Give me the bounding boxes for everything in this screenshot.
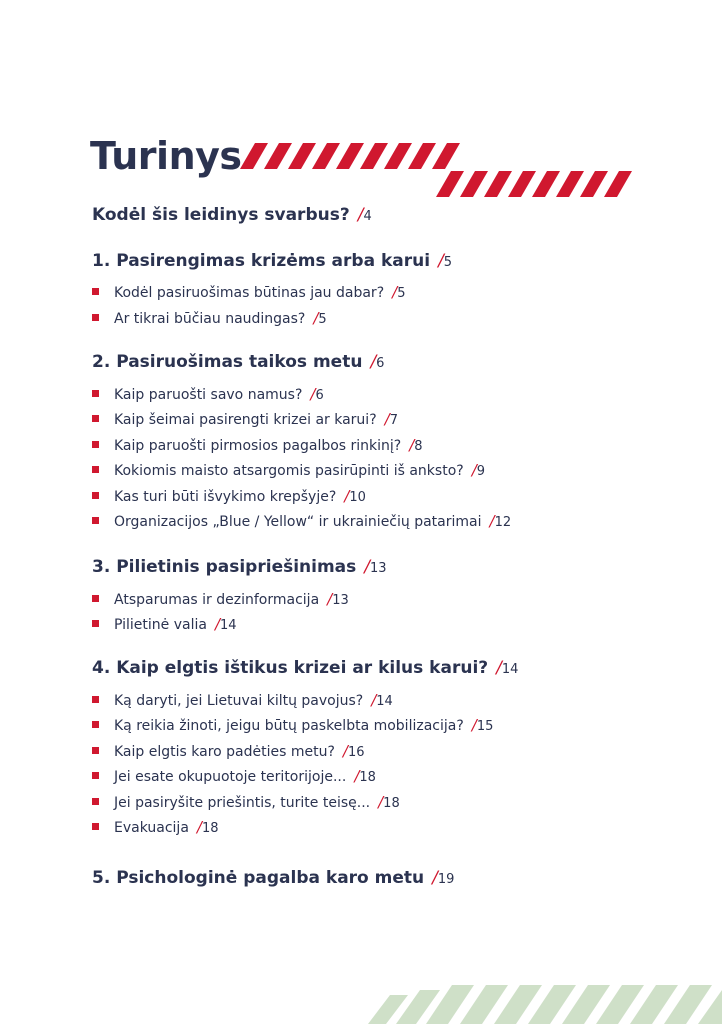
toc-heading-label: Kodėl šis leidinys svarbus?	[92, 205, 350, 225]
slash-icon: /	[354, 767, 360, 785]
slash-icon: /	[392, 283, 398, 301]
toc-item-label: Evakuacija	[114, 820, 189, 836]
toc-item-label: Atsparumas ir dezinformacija	[114, 592, 320, 608]
slash-icon: /	[438, 251, 444, 271]
toc-item-label: Kaip paruošti pirmosios pagalbos rinkinį?	[114, 438, 402, 454]
toc-heading-label: 4. Kaip elgtis ištikus krizei ar kilus karui?	[92, 658, 489, 678]
toc-item-label: Ką reikia žinoti, jeigu būtų paskelbta mobilizacija?	[114, 718, 464, 734]
toc-page-number: 18	[383, 796, 400, 811]
toc-page-number: 13	[332, 593, 349, 608]
toc-heading-label: 5. Psichologinė pagalba karo metu	[92, 868, 425, 888]
slash-icon: /	[489, 512, 495, 530]
toc-page-number: 5	[443, 255, 453, 270]
toc-page-number: 9	[476, 464, 486, 479]
toc-page-number: 8	[414, 439, 423, 454]
toc-item-label: Ką daryti, jei Lietuvai kiltų pavojus?	[114, 693, 364, 709]
slash-icon: /	[471, 461, 477, 479]
slash-icon: /	[471, 716, 477, 734]
toc-page-number: 19	[437, 872, 455, 887]
slash-icon: /	[378, 793, 384, 811]
toc-heading-label: 3. Pilietinis pasipriešinimas	[92, 557, 357, 577]
toc-page-number: 5	[318, 312, 327, 327]
toc-item-label: Jei pasiryšite priešintis, turite teisę...	[114, 795, 371, 811]
toc-heading-label: 1. Pasirengimas krizėms arba karui	[92, 251, 431, 271]
slash-icon: /	[496, 658, 502, 678]
slash-icon: /	[371, 691, 377, 709]
slash-icon: /	[313, 309, 319, 327]
toc-item-label: Organizacijos „Blue / Yellow“ ir ukrainiečių patarimai	[114, 514, 482, 530]
toc-page-number: 4	[363, 209, 372, 224]
toc-page-number: 14	[376, 694, 393, 709]
slash-icon: /	[342, 742, 348, 760]
toc-item-label: Kaip paruošti savo namus?	[114, 387, 303, 403]
toc-item-label: Kokiomis maisto atsargomis pasirūpinti iš anksto?	[114, 463, 464, 479]
toc-item-label: Kaip šeimai pasirengti krizei ar karui?	[114, 412, 377, 428]
slash-icon: /	[327, 590, 333, 608]
toc-item-label: Pilietinė valia	[114, 617, 207, 633]
toc-item-label: Kaip elgtis karo padėties metu?	[114, 744, 335, 760]
toc-heading-label: 2. Pasiruošimas taikos metu	[92, 352, 363, 372]
slash-icon: /	[384, 410, 390, 428]
slash-icon: /	[214, 615, 221, 633]
toc-page-number: 14	[220, 618, 237, 633]
slash-icon: /	[344, 487, 350, 505]
toc-item-label: Kas turi būti išvykimo krepšyje?	[114, 489, 337, 505]
page-title: Turinys	[90, 134, 242, 178]
toc-page-number: 6	[315, 388, 324, 403]
toc-item-label: Kodėl pasiruošimas būtinas jau dabar?	[114, 285, 385, 301]
toc-item-label: Jei esate okupuotoje teritorijoje...	[114, 769, 347, 785]
slash-icon: /	[310, 385, 316, 403]
toc-item-label: Ar tikrai būčiau naudingas?	[114, 311, 306, 327]
toc-page-number: 18	[201, 821, 219, 836]
slash-icon: /	[357, 205, 364, 225]
toc-page-number: 16	[347, 745, 365, 760]
toc-page-number: 5	[397, 286, 406, 301]
toc-page-number: 12	[494, 515, 512, 530]
toc-page-number: 7	[389, 413, 398, 428]
toc-page-number: 18	[359, 770, 376, 785]
slash-icon: /	[196, 818, 202, 836]
slash-icon: /	[409, 436, 415, 454]
toc-page-number: 10	[349, 490, 366, 505]
toc-page-number: 15	[476, 719, 494, 734]
toc-page-number: 14	[501, 662, 519, 677]
toc-page-number: 6	[376, 356, 385, 371]
slash-icon: /	[370, 352, 377, 372]
toc-page-number: 13	[370, 561, 387, 576]
slash-icon: /	[364, 557, 371, 577]
slash-icon: /	[432, 868, 438, 888]
